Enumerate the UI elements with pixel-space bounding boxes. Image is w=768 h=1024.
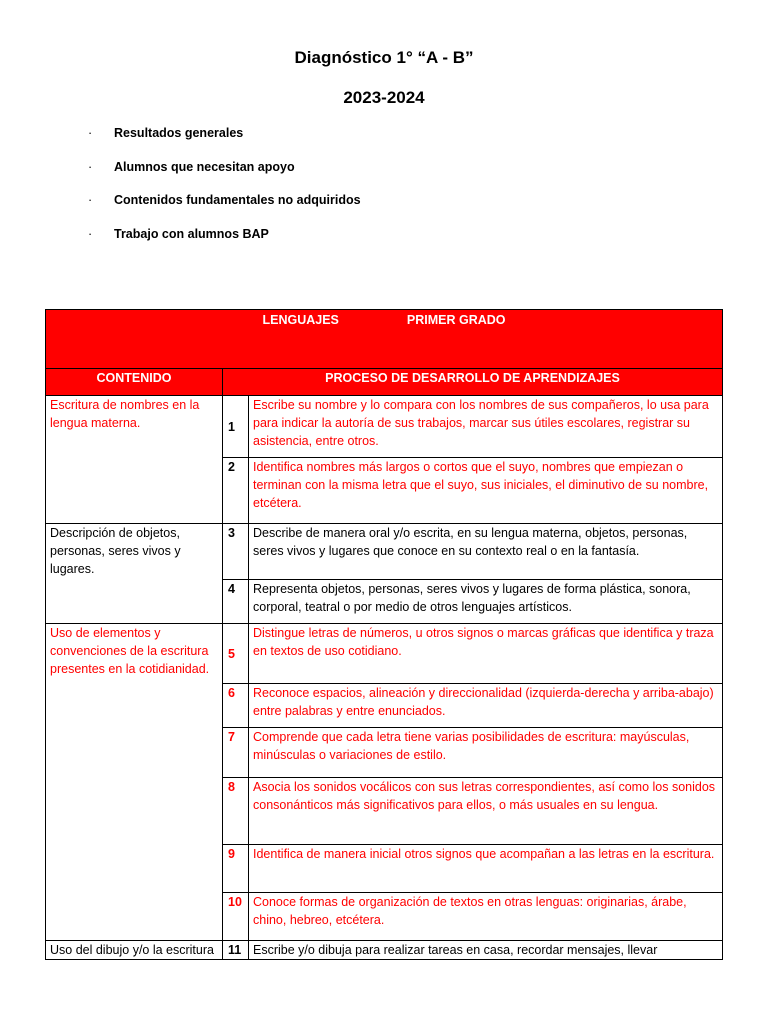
item-number: 6 [223,684,249,728]
list-item-label: Trabajo con alumnos BAP [114,226,269,241]
content-cell: Escritura de nombres en la lengua materna. [46,396,223,524]
item-number: 11 [223,941,249,960]
process-column-header: PROCESO DE DESARROLLO DE APRENDIZAJES [223,369,723,396]
list-item [88,227,361,261]
item-number: 3 [223,524,249,580]
list-item-label: Alumnos que necesitan apoyo [114,159,295,174]
list-item [88,126,361,160]
item-number: 5 [223,624,249,684]
bullet-marker: · [88,193,93,207]
column-header-row [46,369,723,396]
topics-list [88,126,361,260]
process-cell: Describe de manera oral y/o escrita, en su lengua materna, objetos, personas, seres vivos y lugares que conoce en su contexto real o en la fantasía. [249,524,723,580]
table-title-row [46,310,723,369]
area-label: LENGUAJES [262,313,339,327]
content-cell: Uso de elementos y convenciones de la escritura presentes en la cotidianidad. [46,624,223,941]
grade-label: PRIMER GRADO [406,313,506,327]
process-cell: Conoce formas de organización de textos en otras lenguas: originarias, árabe, chino, hebreo, etcétera. [249,893,723,941]
content-cell: Uso del dibujo y/o la escritura [46,941,223,960]
content-cell: Descripción de objetos, personas, seres vivos y lugares. [46,524,223,624]
table-row [46,524,723,580]
process-cell: Asocia los sonidos vocálicos con sus letras correspondientes, así como los sonidos consonánticos más significativos para ellos, o más usuales en su lengua. [249,778,723,845]
process-cell: Escribe y/o dibuja para realizar tareas en casa, recordar mensajes, llevar [249,941,723,960]
list-item [88,160,361,194]
table-row [46,396,723,458]
process-cell: Identifica nombres más largos o cortos que el suyo, nombres que empiezan o terminan con la misma letra que el suyo, sus iniciales, el diminutivo de su nombre, etcétera. [249,458,723,524]
learning-process-table [45,309,723,960]
item-number: 1 [223,396,249,458]
item-number: 2 [223,458,249,524]
process-cell: Reconoce espacios, alineación y direccionalidad (izquierda-derecha y arriba-abajo) entre palabras y entre enunciados. [249,684,723,728]
list-item-label: Contenidos fundamentales no adquiridos [114,193,361,207]
item-number: 4 [223,580,249,624]
item-number: 10 [223,893,249,941]
process-cell: Comprende que cada letra tiene varias posibilidades de escritura: mayúsculas, minúsculas o variaciones de estilo. [249,728,723,778]
item-number: 7 [223,728,249,778]
item-number: 9 [223,845,249,893]
item-number: 8 [223,778,249,845]
content-column-header: CONTENIDO [46,369,223,396]
bullet-marker: · [88,226,93,241]
table-row [46,941,723,960]
bullet-marker: · [88,126,93,140]
document-title: Diagnóstico 1° “A - B” [294,48,474,67]
process-cell: Escribe su nombre y lo compara con los nombres de sus compañeros, lo usa para para indicar la autoría de sus trabajos, marcar sus útiles escolares, registrar su asistencia, entre otros. [249,396,723,458]
table-row [46,624,723,684]
school-year: 2023-2024 [343,88,425,107]
bullet-marker: · [88,159,93,174]
process-cell: Representa objetos, personas, seres vivos y lugares de forma plástica, sonora, corporal, teatral o por medio de otros lenguajes artísticos. [249,580,723,624]
process-cell: Distingue letras de números, u otros signos o marcas gráficas que identifica y traza en textos de uso cotidiano. [249,624,723,684]
list-item [88,193,361,227]
process-cell: Identifica de manera inicial otros signos que acompañan a las letras en la escritura. [249,845,723,893]
list-item-label: Resultados generales [114,126,244,140]
